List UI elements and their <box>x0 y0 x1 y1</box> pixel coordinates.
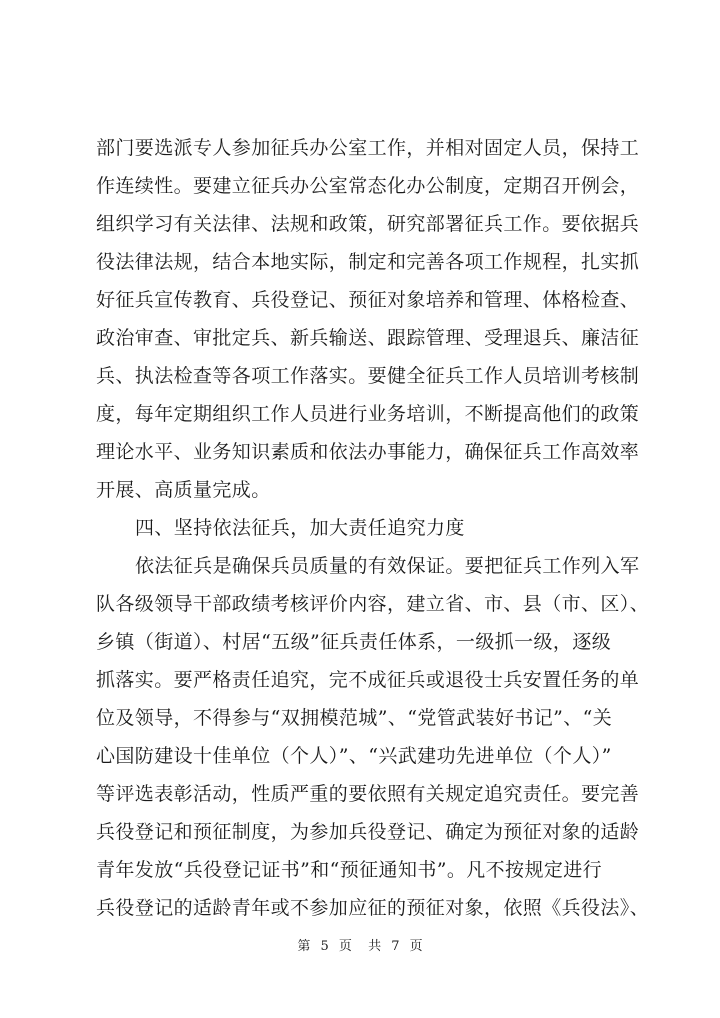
paragraph-line: 青年发放“兵役登记证书”和“预征通知书”。凡不按规定进行 <box>96 859 603 881</box>
page-footer <box>0 938 720 956</box>
paragraph-line: 兵役登记的适龄青年或不参加应征的预征对象，依照《兵役法》、 <box>96 897 650 919</box>
paragraph-line: 心国防建设十佳单位（个人）”、“兴武建功先进单位（个人）” <box>96 745 612 767</box>
paragraph-line: 组织学习有关法律、法规和政策，研究部署征兵工作。要依据兵 <box>96 213 640 235</box>
section-heading: 四、坚持依法征兵，加大责任追究力度 <box>135 517 465 539</box>
paragraph-line: 开展、高质量完成。 <box>96 479 271 501</box>
paragraph-line: 政治审查、审批定兵、新兵输送、跟踪管理、受理退兵、廉洁征 <box>96 327 640 349</box>
page-number-label: 第 5 页 <box>297 939 352 954</box>
paragraph-line: 兵、执法检查等各项工作落实。要健全征兵工作人员培训考核制 <box>96 365 640 387</box>
paragraph-line: 兵役登记和预征制度，为参加兵役登记、确定为预征对象的适龄 <box>96 821 640 843</box>
paragraph-line: 好征兵宣传教育、兵役登记、预征对象培养和管理、体格检查、 <box>96 289 640 311</box>
paragraph-line: 度，每年定期组织工作人员进行业务培训，不断提高他们的政策 <box>96 403 640 425</box>
paragraph-line: 作连续性。要建立征兵办公室常态化办公制度，定期召开例会， <box>96 175 640 197</box>
paragraph-line: 乡镇（街道）、村居“五级”征兵责任体系，一级抓一级，逐级 <box>96 631 612 653</box>
paragraph-line: 部门要选派专人参加征兵办公室工作，并相对固定人员，保持工 <box>96 137 640 159</box>
paragraph-line: 队各级领导干部政绩考核评价内容，建立省、市、县（市、区）、 <box>96 593 650 615</box>
total-pages-label: 共 7 页 <box>368 939 423 954</box>
current-page-number: 5 <box>320 939 329 954</box>
paragraph-line: 理论水平、业务知识素质和依法办事能力，确保征兵工作高效率 <box>96 441 640 463</box>
paragraph-line: 依法征兵是确保兵员质量的有效保证。要把征兵工作列入军 <box>135 555 640 577</box>
paragraph-line: 位及领导，不得参与“双拥模范城”、“党管武装好书记”、“关 <box>96 707 613 729</box>
paragraph-line: 等评选表彰活动，性质严重的要依照有关规定追究责任。要完善 <box>96 783 640 805</box>
paragraph-line: 役法律法规，结合本地实际，制定和完善各项工作规程，扎实抓 <box>96 251 640 273</box>
total-page-number: 7 <box>391 939 400 954</box>
paragraph-line: 抓落实。要严格责任追究，完不成征兵或退役士兵安置任务的单 <box>96 669 640 691</box>
